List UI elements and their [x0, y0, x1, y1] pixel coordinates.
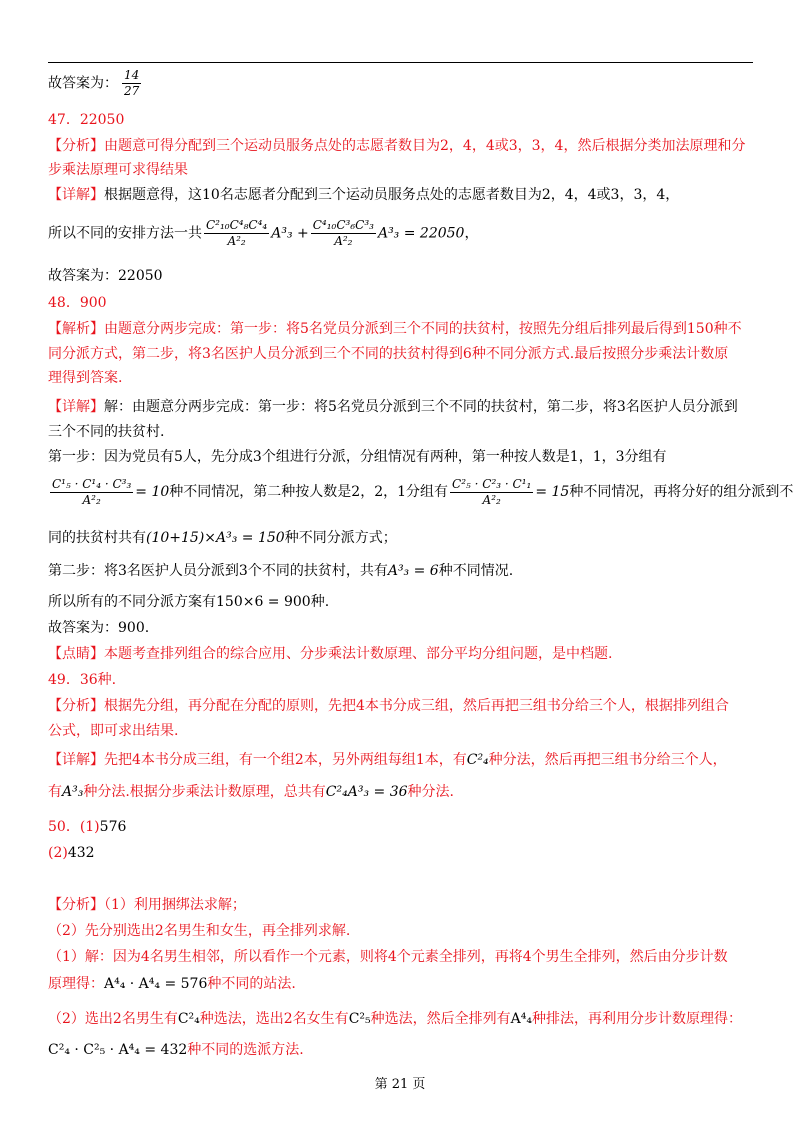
detail-text: 种不同情况，再将分好的组分派到不: [569, 484, 794, 500]
formula-text: A³₃: [62, 784, 84, 800]
detail-text: 所以所有的不同分派方案有: [48, 594, 216, 610]
formula-text: C²₅: [348, 1011, 371, 1027]
detail-text: （2）选出2名男生有: [48, 1011, 178, 1027]
q50-part2-heading: [48, 843, 95, 863]
detail-text: 种选法，选出2名女生有: [199, 1011, 349, 1027]
formula-fraction-2: [311, 218, 376, 249]
part-label: 50．(1): [48, 819, 100, 835]
formula-text: = 15: [535, 484, 570, 500]
q50-step1-line-2: [48, 974, 296, 994]
answer-fraction: [122, 68, 141, 99]
fraction-denominator: A²₂: [482, 492, 501, 507]
q49-heading: 49．36种.: [48, 672, 117, 688]
detail-text: 种不同的站法.: [207, 976, 296, 992]
analysis-text: （1）利用捆绑法求解；: [104, 897, 246, 913]
comment-text: 本题考查排列组合的综合应用、分步乘法计数原理、部分平均分组问题，是中档题.: [104, 646, 613, 662]
fraction-numerator: 14: [124, 68, 140, 82]
q49-detail-line-1: [48, 750, 727, 770]
q47-analysis-line-2: 步乘法原理可求得结果: [48, 162, 188, 178]
detail-text: 种不同情况，第二种按人数是2，2，1分组有: [169, 484, 449, 500]
page-number: 第 21 页: [374, 1077, 426, 1092]
detail-text: 有: [48, 784, 62, 800]
q48-answer: 故答案为：900.: [48, 620, 150, 636]
formula-fraction-1: [204, 218, 269, 249]
q47-heading: 47．22050: [48, 112, 125, 128]
detail-text: 原理得：: [48, 976, 104, 992]
analysis-tag: 【分析】: [48, 897, 104, 913]
formula-text: A⁴₄ · A⁴₄ = 576: [104, 976, 208, 992]
fraction-numerator: C²₁₀C⁴₈C⁴₄: [206, 218, 268, 232]
fraction-numerator: C⁴₁₀C³₆C³₃: [312, 218, 374, 232]
part-value: 576: [99, 819, 127, 835]
solution-tag: 【解析】: [48, 321, 104, 337]
formula-text: C²₄: [466, 752, 489, 768]
analysis-text: 由题意可得分配到三个运动员服务点处的志愿者数目为2，4，4或3，3，4，然后根据分类加法原理和分: [104, 138, 746, 154]
formula-text: = 10: [135, 484, 170, 500]
detail-tag: 【详解】: [48, 399, 104, 415]
detail-text: 第二步：将3名医护人员分派到3个不同的扶贫村，共有: [48, 563, 388, 579]
q50-analysis-line-1: [48, 895, 246, 915]
detail-text: 根据题意得，这10名志愿者分配到三个运动员服务点处的志愿者数目为2，4，4或3，3，4，: [104, 187, 680, 203]
q50-part1-heading: [48, 817, 126, 837]
detail-text: 种选法，然后全排列有: [370, 1011, 511, 1027]
formula-text: (10+15)×A³₃ = 150: [146, 530, 285, 546]
detail-text: 种分法.: [407, 784, 454, 800]
q48-step1-line: 第一步：因为党员有5人，先分成3个组进行分派，分组情况有两种，第一种按人数是1，1，3分组有: [48, 449, 667, 465]
detail-tag: 【详解】: [48, 752, 104, 768]
detail-text: 种不同分派方式；: [284, 530, 397, 546]
q50-step1-line-1: （1）解：因为4名男生相邻，所以看作一个元素，则将4个元素全排列，再将4个男生全排列，然后由分步计数: [48, 949, 728, 965]
fraction-numerator: C²₅ · C²₃ · C¹₁: [452, 476, 532, 491]
q48-total-line: [48, 592, 329, 612]
detail-text: 种分法.根据分步乘法计数原理，总共有: [83, 784, 326, 800]
q48-comment-line: [48, 644, 612, 664]
part-label: (2): [48, 845, 68, 861]
q48-step2-line: [48, 561, 513, 581]
formula-text: C²₄ · C²₅ · A⁴₄ = 432: [48, 1042, 188, 1058]
fraction-numerator: C¹₅ · C¹₄ · C³₃: [52, 476, 132, 491]
fraction-denominator: 27: [124, 84, 140, 98]
fraction-denominator: A²₂: [334, 234, 353, 248]
q48-step1-formula-line: [48, 472, 793, 512]
detail-text: 先把4本书分成三组，有一个组2本，另外两组每组1本，有: [104, 752, 467, 768]
q47-analysis-line-1: [48, 136, 745, 156]
detail-text: 种不同的选派方法.: [187, 1042, 304, 1058]
formula-text: C²₄: [177, 1011, 200, 1027]
detail-text: 解：由题意分两步完成：第一步：将5名党员分派到三个不同的扶贫村，第二步，将3名医护人员分派到: [104, 399, 738, 415]
q49-analysis-line-2: 公式，即可求出结果.: [48, 723, 179, 739]
answer-label: 故答案为：: [48, 75, 118, 92]
detail-tag: 【详解】: [48, 187, 104, 203]
q48-detail-line-2: 三个不同的扶贫村.: [48, 424, 165, 440]
q50-step2-line-1: [48, 1009, 742, 1029]
answer-46-line: [48, 68, 143, 99]
q48-step1-total-line: [48, 528, 397, 548]
part-value: 432: [67, 845, 95, 861]
detail-text: 所以不同的安排方法一共: [48, 225, 202, 242]
fraction-denominator: A²₂: [82, 492, 101, 507]
punctuation: ，: [464, 225, 479, 242]
q49-detail-line-2: [48, 782, 454, 802]
detail-text: 种不同情况.: [438, 563, 514, 579]
comment-tag: 【点睛】: [48, 646, 104, 662]
q48-detail-line-1: [48, 397, 738, 417]
detail-text: 同的扶贫村共有: [48, 530, 146, 546]
formula-text: 150×6 = 900: [216, 594, 311, 610]
q50-analysis-line-2: （2）先分别选出2名男生和女生，再全排列求解.: [48, 923, 351, 939]
formula-text: A³₃ = 22050: [377, 225, 465, 242]
fraction-denominator: A²₂: [227, 234, 246, 248]
q48-solution-line-3: 理得到答案.: [48, 370, 123, 386]
q48-heading: 48．900: [48, 295, 107, 311]
q48-solution-line-2: 同分派方式，第二步，将3名医护人员分派到三个不同的扶贫村得到6种不同分派方式.最后按照分步乘法计数原: [48, 346, 729, 362]
q47-detail-line-1: [48, 185, 679, 205]
q48-solution-line-1: [48, 319, 742, 339]
q50-step2-line-2: [48, 1040, 304, 1060]
detail-text: 种排法，再利用分步计数原理得：: [531, 1011, 742, 1027]
formula-fraction-b: [450, 477, 533, 508]
formula-text: C²₄A³₃ = 36: [325, 784, 408, 800]
analysis-tag: 【分析】: [48, 138, 104, 154]
formula-text: A³₃ = 6: [387, 563, 439, 579]
q47-answer: 故答案为：22050: [48, 268, 163, 284]
detail-text: 种.: [310, 594, 330, 610]
analysis-tag: 【分析】: [48, 698, 104, 714]
formula-text: A³₃ +: [271, 225, 309, 242]
solution-text: 由题意分两步完成：第一步：将5名党员分派到三个不同的扶贫村，按照先分组后排列最后得到150种不: [104, 321, 742, 337]
analysis-text: 根据先分组，再分配在分配的原则，先把4本书分成三组，然后再把三组书分给三个人，根据排列组合: [104, 698, 729, 714]
detail-text: 种分法，然后再把三组书分给三个人，: [488, 752, 727, 768]
q47-detail-line-2: [48, 218, 478, 249]
q49-analysis-line-1: [48, 696, 729, 716]
formula-fraction-a: [50, 477, 133, 508]
formula-text: A⁴₄: [510, 1011, 532, 1027]
header-rule: [48, 62, 753, 63]
